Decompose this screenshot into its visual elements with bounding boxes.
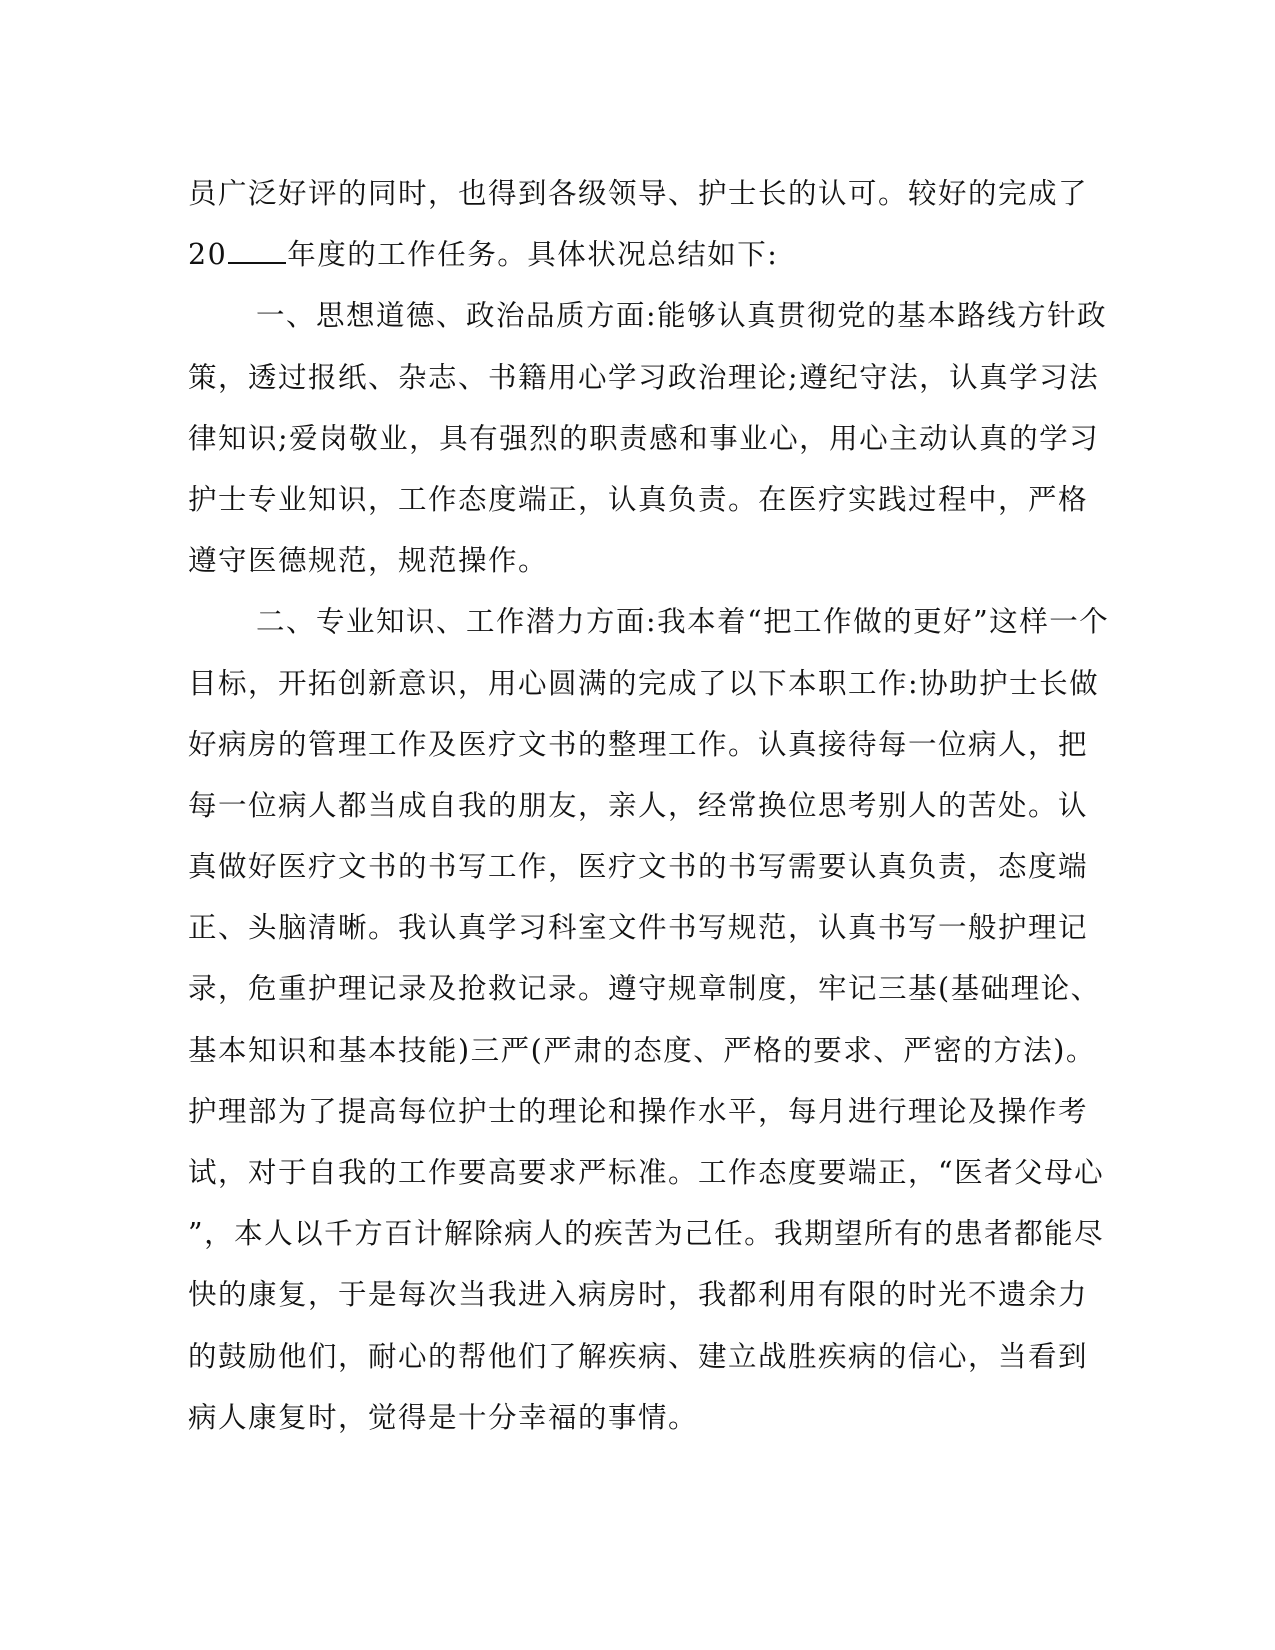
text-line: 护理部为了提高每位护士的理论和操作水平，每月进行理论及操作考: [188, 1094, 1089, 1128]
text-line: 试，对于自我的工作要高要求严标准。工作态度要端正，“医者父母心: [188, 1156, 1105, 1189]
text-line: 基本知识和基本技能)三严(严肃的态度、严格的要求、严密的方法)。: [188, 1033, 1096, 1067]
text-line: 的鼓励他们，耐心的帮他们了解疾病、建立战胜疾病的信心，当看到: [188, 1339, 1089, 1373]
text-line: ”，本人以千方百计解除病人的疾苦为己任。我期望所有的患者都能尽: [188, 1217, 1105, 1251]
text-line: 每一位病人都当成自我的朋友，亲人，经常换位思考别人的苦处。认: [188, 788, 1089, 822]
text-line: 录，危重护理记录及抢救记录。遵守规章制度，牢记三基(基础理论、: [188, 972, 1101, 1006]
section-one-start: 一、思想道德、政治品质方面:能够认真贯彻党的基本路线方针政: [256, 299, 1108, 333]
text-line: 正、头脑清晰。我认真学习科室文件书写规范，认真书写一般护理记: [188, 911, 1089, 945]
text-line: [188, 224, 1093, 285]
text-line: 律知识;爱岗敬业，具有强烈的职责感和事业心，用心主动认真的学习: [188, 421, 1100, 455]
year-prefix: 20: [188, 238, 228, 272]
text-line: 遵守医德规范，规范操作。: [188, 544, 549, 578]
text-line: 真做好医疗文书的书写工作，医疗文书的书写需要认真负责，态度端: [188, 850, 1089, 884]
document-body: [188, 163, 1110, 1448]
text-line: 护士专业知识，工作态度端正，认真负责。在医疗实践过程中，严格: [188, 482, 1089, 516]
text-line: 目标，开拓创新意识，用心圆满的完成了以下本职工作:协助护士长做: [188, 666, 1100, 700]
section-two-start: 二、专业知识、工作潜力方面:我本着“把工作做的更好”这样一个: [256, 605, 1110, 639]
text-line: 策，透过报纸、杂志、书籍用心学习政治理论;遵纪守法，认真学习法: [188, 360, 1100, 394]
text-line-rest: 年度的工作任务。具体状况总结如下:: [287, 238, 779, 272]
text-line: 快的康复，于是每次当我进入病房时，我都利用有限的时光不遗余力: [188, 1278, 1089, 1312]
text-line: 员广泛好评的同时，也得到各级领导、护士长的认可。较好的完成了: [188, 177, 1089, 210]
text-line: 好病房的管理工作及医疗文书的整理工作。认真接待每一位病人，把: [188, 727, 1089, 761]
text-line: 病人康复时，觉得是十分幸福的事情。: [188, 1400, 699, 1434]
year-blank: [228, 238, 286, 264]
